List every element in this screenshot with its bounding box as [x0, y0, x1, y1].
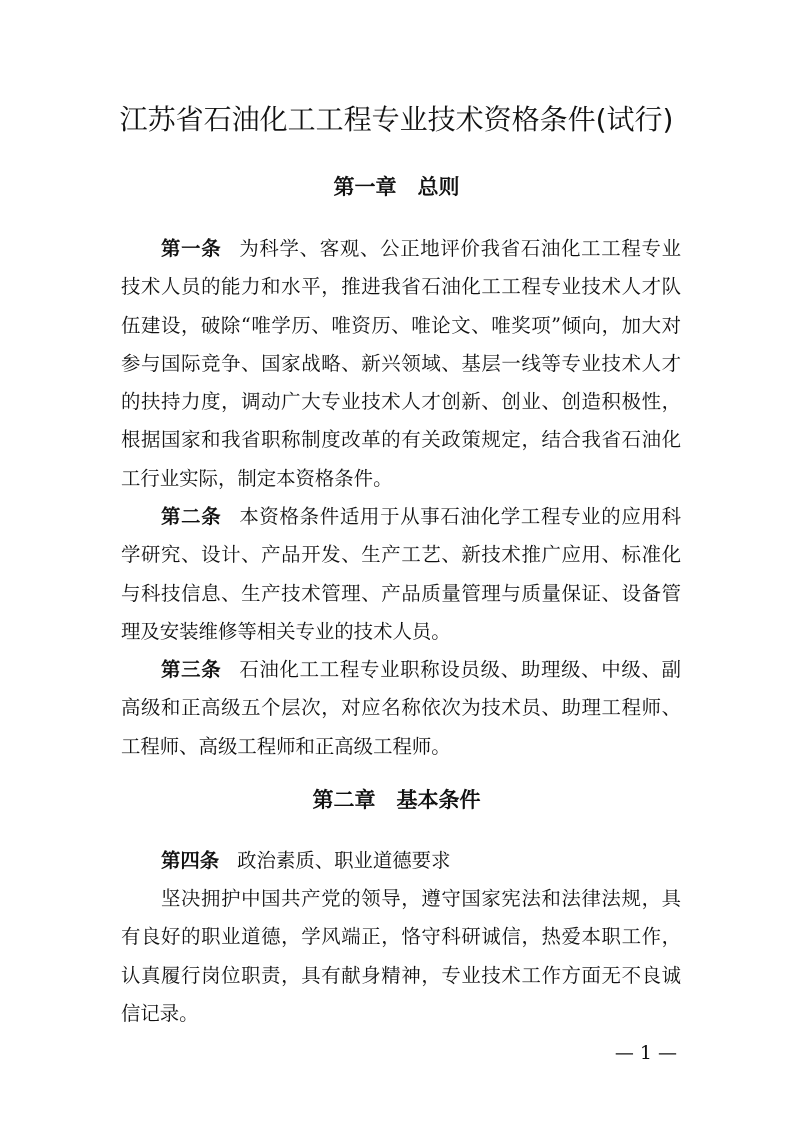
- page-number: — 1 —: [614, 1042, 677, 1064]
- chapter-1-heading: 第一章 总则: [333, 175, 460, 199]
- article-3-paragraph: [121, 651, 681, 766]
- article-4-text: 政治素质、职业道德要求: [237, 849, 451, 872]
- document-title: 江苏省石油化工工程专业技术资格条件(试行): [119, 103, 674, 136]
- article-2-text: 本资格条件适用于从事石油化学工程专业的应用科学研究、设计、产品开发、生产工艺、新技术推广应用、标准化与科技信息、生产技术管理、产品质量管理与质量保证、设备管理及安装维修等相关专业的技术人员。: [121, 505, 682, 643]
- chapter-2-heading: 第二章 基本条件: [312, 788, 481, 812]
- article-4-paragraph: [121, 842, 681, 880]
- article-2-paragraph: [121, 498, 681, 651]
- article-2-label: 第二条: [161, 505, 222, 528]
- article-4-body: 坚决拥护中国共产党的领导，遵守国家宪法和法律法规，具有良好的职业道德，学风端正，恪守科研诚信，热爱本职工作，认真履行岗位职责，具有献身精神，专业技术工作方面无不良诚信记录。: [121, 887, 681, 1025]
- article-3-text: 石油化工工程专业职称设员级、助理级、中级、副高级和正高级五个层次，对应名称依次为技术员、助理工程师、工程师、高级工程师和正高级工程师。: [121, 658, 682, 758]
- article-1-paragraph: [121, 230, 681, 498]
- article-3-label: 第三条: [161, 658, 222, 681]
- article-1-label: 第一条: [161, 237, 222, 260]
- article-1-text: 为科学、客观、公正地评价我省石油化工工程专业技术人员的能力和水平，推进我省石油化工工程专业技术人才队伍建设，破除“唯学历、唯资历、唯论文、唯奖项”倾向，加大对参与国际竞争、国家战略、新兴领域、基层一线等专业技术人才的扶持力度，调动广大专业技术人才创新、创业、创造积极性，根据国家和我省职称制度改革的有关政策规定，结合我省石油化工行业实际，制定本资格条件。: [121, 237, 682, 490]
- article-4-label: 第四条: [161, 849, 220, 872]
